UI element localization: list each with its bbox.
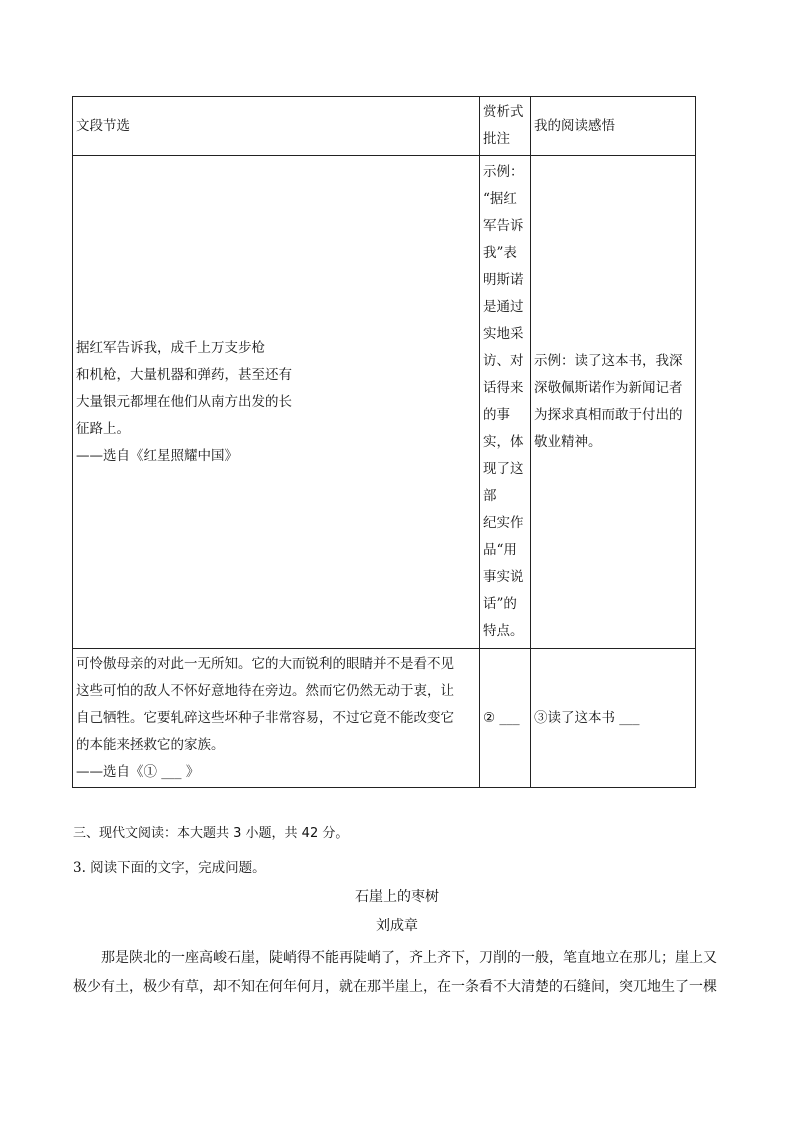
reflection-blank[interactable]: ③读了这本书 ___ [531,649,696,788]
article-author: 刘成章 [376,918,418,934]
annotation-line: 军告诉 [483,218,524,234]
annotation-line: 实，体 [483,434,524,450]
annotation-line: 访、对 [483,353,524,369]
excerpt-cell [73,156,480,649]
reflection-line: 敬业精神。 [534,434,602,450]
reflection-line: 为探求真相而敢于付出的 [534,407,683,423]
annotation-line: 事实说 [483,569,524,585]
annotation-line: 纪实作 [483,515,524,531]
header-reflection: 我的阅读感悟 [531,97,696,156]
annotation-line: 我”表 [483,245,517,261]
excerpt-line: 据红军告诉我，成千上万支步枪 [76,339,265,356]
annotation-line: “据红 [483,191,517,207]
header-annotation-line: 批注 [483,131,510,147]
table-row [73,156,696,649]
article-title: 石崖上的枣树 [355,889,439,905]
reflection-cell [531,156,696,649]
annotation-line: 示例： [483,164,524,180]
excerpt-source: ——选自《红星照耀中国》 [76,447,238,464]
annotation-line: 是通过 [483,299,524,315]
annotation-line: 特点。 [483,623,524,639]
reflection-line: 示例：读了这本书，我深 [534,353,683,369]
excerpt-line: 自己牺牲。它要轧碎这些坏种子非常容易，不过它竟不能改变它 [76,709,454,726]
article-line: 那是陕北的一座高峻石崖，陡峭得不能再陡峭了，齐上齐下，刀削的一般，笔直地立在那儿；崖上又 [101,950,717,966]
table-header-row [73,97,696,156]
header-excerpt: 文段节选 [73,97,480,156]
annotation-blank[interactable]: ② ___ [480,649,531,788]
excerpt-line: 和机枪，大量机器和弹药，甚至还有 [76,366,292,383]
annotation-line: 话得来 [483,380,524,396]
excerpt-line: 征路上。 [76,420,130,437]
section-title: 三、现代文阅读：本大题共 3 小题，共 42 分。 [73,826,349,841]
excerpt-cell [73,649,480,788]
table-row [73,649,696,788]
excerpt-line: 的本能来拯救它的家族。 [76,736,225,753]
excerpt-line: 大量银元都埋在他们从南方出发的长 [76,393,292,410]
excerpt-line: 这些可怕的敌人不怀好意地待在旁边。然而它仍然无动于衷，让 [76,682,454,699]
question-prompt: 3. 阅读下面的文字，完成问题。 [73,860,266,876]
annotation-line: 部 [483,488,497,504]
header-annotation [480,97,531,156]
article-line: 极少有土，极少有草，却不知在何年何月，就在那半崖上，在一条看不大清楚的石缝间，突兀地生了一棵 [73,979,717,995]
reading-table [72,96,696,788]
annotation-line: 的事 [483,407,510,423]
excerpt-source-blank[interactable]: ——选自《① ___ 》 [76,763,200,780]
annotation-cell [480,156,531,649]
annotation-line: 品“用 [483,542,517,558]
annotation-line: 实地采 [483,326,524,342]
header-annotation-line: 赏析式 [483,104,524,120]
annotation-line: 明斯诺 [483,272,524,288]
annotation-line: 现了这 [483,461,524,477]
reflection-line: 深敬佩斯诺作为新闻记者 [534,380,683,396]
annotation-line: 话”的 [483,596,517,612]
article-body [73,944,723,1002]
excerpt-line: 可怜傲母亲的对此一无所知。它的大而锐利的眼睛并不是看不见 [76,655,454,672]
